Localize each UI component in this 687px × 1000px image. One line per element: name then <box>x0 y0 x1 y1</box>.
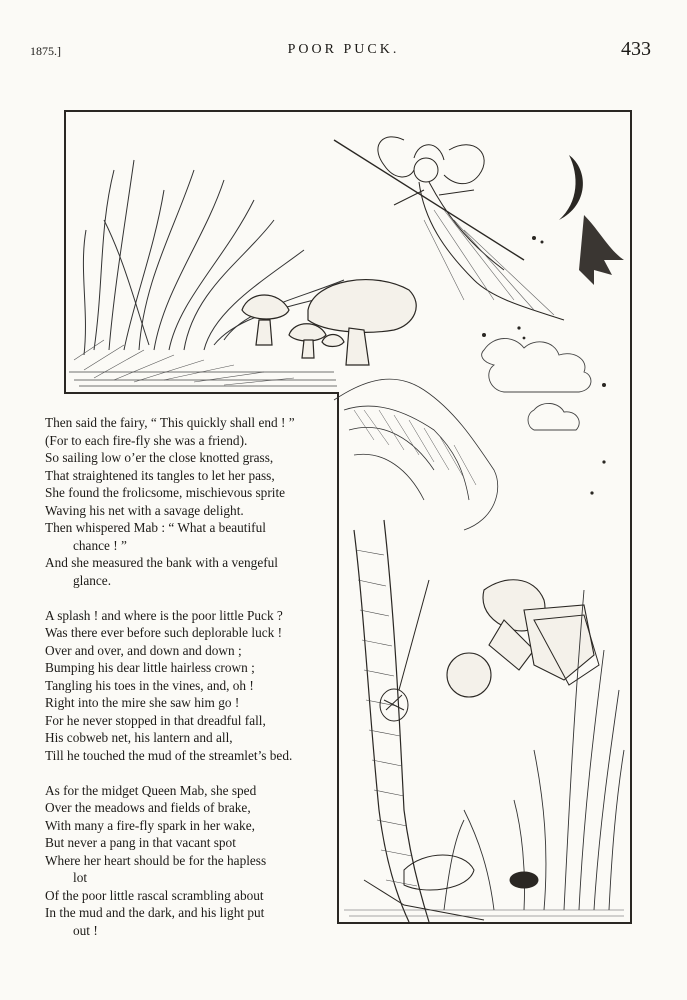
poem-line: Where her heart should be for the hapless <box>45 852 267 868</box>
poem-line: Waving his net with a savage delight. <box>45 502 244 518</box>
poem-line: And she measured the bank with a vengeful <box>45 555 278 570</box>
page-number: 433 <box>621 38 651 60</box>
poem-line: Right into the mire she saw him go ! <box>45 695 240 710</box>
poem-line: Then said the fairy, “ This quickly shall end ! ” <box>45 415 295 430</box>
poem-line: For he never stopped in that dreadful fall, <box>45 712 266 728</box>
poem-line: That straightened its tangles to let her pass, <box>45 467 275 483</box>
poem-line: Till he touched the mud of the streamlet’s bed. <box>45 747 293 763</box>
poem-line: Bumping his dear little hairless crown ; <box>45 660 255 675</box>
header-title: POOR PUCK. <box>287 42 400 57</box>
stanza <box>45 607 330 765</box>
poem-line: She found the frolicsome, mischievous sprite <box>45 485 286 500</box>
poem-line: out ! <box>73 922 98 938</box>
poem-text <box>45 414 330 957</box>
stanza <box>45 414 330 589</box>
poem-line: His cobweb net, his lantern and all, <box>45 730 233 745</box>
running-header <box>0 40 687 64</box>
poem-line: Then whispered Mab : “ What a beautiful <box>45 520 266 535</box>
poem-line: lot <box>73 870 88 885</box>
poem-line: Tangling his toes in the vines, and, oh ! <box>45 677 254 693</box>
header-year: 1875.] <box>30 44 61 58</box>
poem-line: Of the poor little rascal scrambling about <box>45 887 264 903</box>
poem-line: A splash ! and where is the poor little Puck ? <box>45 607 283 623</box>
poem-line: With many a fire-fly spark in her wake, <box>45 817 255 833</box>
poem-line: But never a pang in that vacant spot <box>45 835 236 850</box>
poem-line: Was there ever before such deplorable luck ! <box>45 625 283 640</box>
poem-line: In the mud and the dark, and his light put <box>45 905 265 920</box>
poem-line: As for the midget Queen Mab, she sped <box>45 782 257 798</box>
poem-line: Over the meadows and fields of brake, <box>45 800 251 815</box>
poem-line: chance ! ” <box>73 537 127 553</box>
poem-line: glance. <box>73 572 112 588</box>
poem-line: So sailing low o’er the close knotted grass, <box>45 450 274 465</box>
stanza <box>45 782 330 940</box>
poem-line: (For to each fire-fly she was a friend). <box>45 432 248 448</box>
poem-line: Over and over, and down and down ; <box>45 642 242 658</box>
